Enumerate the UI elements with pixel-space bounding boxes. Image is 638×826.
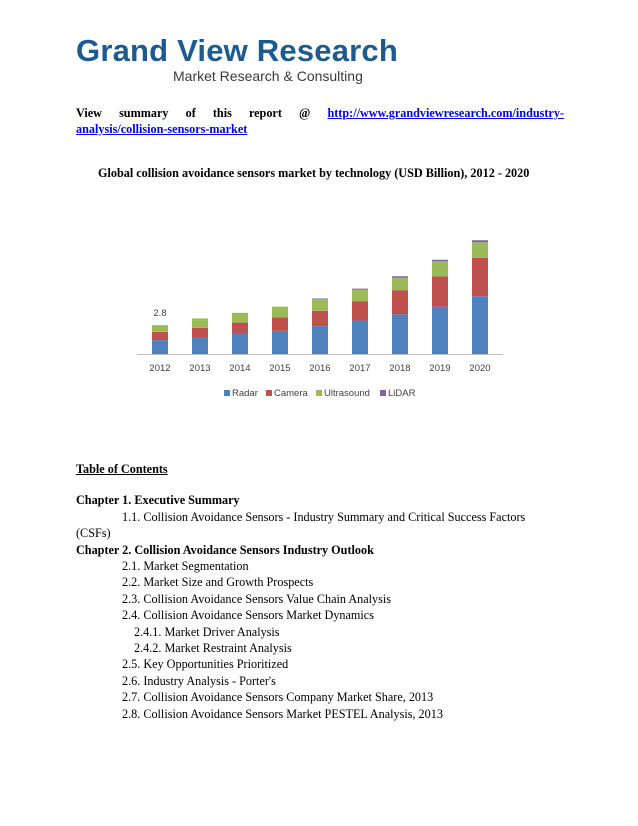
- bar-segment-lidar: [312, 298, 328, 299]
- bar-segment-camera: [152, 332, 168, 340]
- toc-heading: Table of Contents: [76, 462, 168, 476]
- x-tick-label: 2015: [269, 363, 291, 374]
- data-label: 2.8: [153, 308, 167, 320]
- bar-segment-camera: [432, 276, 448, 306]
- bar-segment-radar: [272, 331, 288, 354]
- bar-segment-camera: [272, 317, 288, 330]
- x-tick-label: 2012: [149, 363, 171, 374]
- bar-segment-ultrasound: [352, 290, 368, 302]
- x-tick-label: 2014: [229, 363, 251, 374]
- toc-list: [76, 492, 566, 722]
- legend-label: Radar: [232, 388, 258, 399]
- bar-segment-radar: [472, 296, 488, 354]
- x-tick-label: 2018: [389, 363, 411, 374]
- toc-entry: 2.8. Collision Avoidance Sensors Market PESTEL Analysis, 2013: [122, 706, 443, 721]
- bar-segment-radar: [152, 340, 168, 354]
- toc-chapter: Chapter 2. Collision Avoidance Sensors Industry Outlook: [76, 542, 374, 557]
- legend-label: Camera: [274, 388, 308, 399]
- brand-tagline: Market Research & Consulting: [173, 68, 363, 84]
- summary-word: View: [76, 106, 102, 120]
- summary-word: report: [248, 106, 282, 120]
- bar-segment-ultrasound: [472, 242, 488, 257]
- report-link-part2[interactable]: analysis/collision-sensors-market: [76, 122, 248, 136]
- bar-segment-lidar: [352, 289, 368, 290]
- table-of-contents: [76, 461, 566, 722]
- x-tick-label: 2013: [189, 363, 211, 374]
- bar-segment-radar: [392, 314, 408, 354]
- summary-word: this: [212, 106, 232, 120]
- report-summary-line: [76, 105, 564, 137]
- bar-segment-radar: [352, 321, 368, 354]
- toc-entry: 2.7. Collision Avoidance Sensors Company Market Share, 2013: [122, 690, 434, 705]
- legend-swatch-lidar: [380, 390, 386, 396]
- stacked-bar-chart: [120, 200, 520, 410]
- legend-swatch-ultrasound: [316, 390, 322, 396]
- bar-segment-ultrasound: [192, 318, 208, 327]
- report-link-part1[interactable]: http://www.grandviewresearch.com/industry-: [327, 106, 564, 120]
- toc-entry: 2.4. Collision Avoidance Sensors Market Dynamics: [122, 608, 374, 623]
- bar-segment-camera: [192, 328, 208, 338]
- legend-swatch-camera: [266, 390, 272, 396]
- toc-entry: 2.2. Market Size and Growth Prospects: [122, 575, 314, 590]
- bar-segment-lidar: [472, 240, 488, 242]
- toc-entry: 2.4.1. Market Driver Analysis: [134, 624, 280, 639]
- summary-word: summary: [119, 106, 169, 120]
- bar-segment-lidar: [432, 260, 448, 262]
- legend-label: Ultrasound: [324, 388, 370, 399]
- chart-title: Global collision avoidance sensors market by technology (USD Billion), 2012 - 2020: [98, 166, 530, 180]
- bar-segment-camera: [392, 290, 408, 314]
- x-tick-label: 2019: [429, 363, 451, 374]
- toc-entry: 2.4.2. Market Restraint Analysis: [134, 641, 292, 656]
- bar-segment-ultrasound: [152, 325, 168, 332]
- summary-word: of: [185, 106, 196, 120]
- brand-logo: [76, 34, 398, 85]
- toc-entry: 2.3. Collision Avoidance Sensors Value Chain Analysis: [122, 591, 392, 606]
- toc-entry: 1.1. Collision Avoidance Sensors - Industry Summary and Critical Success Factors: [122, 509, 526, 524]
- bar-segment-ultrasound: [312, 299, 328, 311]
- toc-entry: (CSFs): [76, 526, 111, 541]
- toc-chapter: Chapter 1. Executive Summary: [76, 493, 240, 508]
- bar-segment-radar: [232, 334, 248, 354]
- legend-swatch-radar: [224, 390, 230, 396]
- bar-segment-ultrasound: [232, 313, 248, 323]
- x-tick-label: 2017: [349, 363, 371, 374]
- bar-segment-camera: [232, 323, 248, 334]
- summary-word: @: [299, 106, 311, 120]
- bar-segment-camera: [352, 301, 368, 320]
- bar-segment-radar: [192, 338, 208, 354]
- toc-entry: 2.1. Market Segmentation: [122, 559, 249, 574]
- bar-segment-radar: [432, 307, 448, 354]
- x-tick-label: 2020: [469, 363, 491, 374]
- toc-entry: 2.5. Key Opportunities Prioritized: [122, 657, 289, 672]
- bar-segment-camera: [472, 258, 488, 297]
- bar-segment-ultrasound: [272, 307, 288, 318]
- bar-segment-lidar: [392, 276, 408, 278]
- bar-segment-radar: [312, 326, 328, 354]
- bar-segment-camera: [312, 311, 328, 326]
- toc-entry: 2.6. Industry Analysis - Porter's: [122, 673, 276, 688]
- bar-segment-ultrasound: [392, 278, 408, 290]
- legend-label: LiDAR: [388, 388, 416, 399]
- brand-name: Grand View Research: [76, 33, 398, 68]
- bar-segment-ultrasound: [432, 261, 448, 276]
- x-tick-label: 2016: [309, 363, 331, 374]
